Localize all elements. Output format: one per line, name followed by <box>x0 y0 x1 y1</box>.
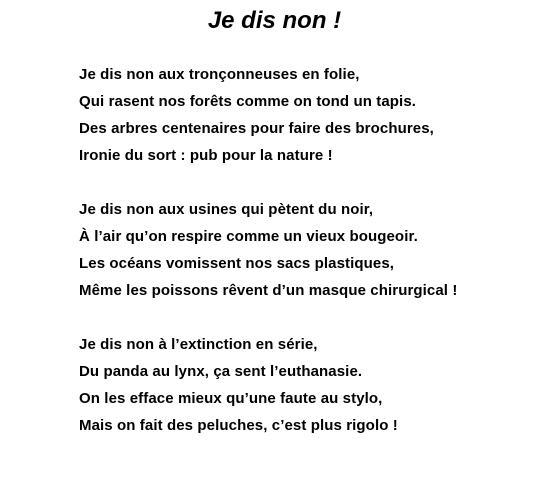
verse-line: À l’air qu’on respire comme un vieux bougeoir. <box>79 228 418 245</box>
verse-line: Je dis non aux tronçonneuses en folie, <box>79 66 360 83</box>
poem-body <box>79 61 544 466</box>
verse-line: Ironie du sort : pub pour la nature ! <box>79 147 333 164</box>
verse-line: Du panda au lynx, ça sent l’euthanasie. <box>79 363 363 380</box>
verse-line: Même les poissons rêvent d’un masque chirurgical ! <box>79 282 458 299</box>
verse-line: On les efface mieux qu’une faute au stylo, <box>79 390 383 407</box>
stanza-3 <box>79 331 544 439</box>
verse-line: Qui rasent nos forêts comme on tond un tapis. <box>79 93 417 110</box>
stanza-1 <box>79 61 544 169</box>
verse-line: Des arbres centenaires pour faire des brochures, <box>79 120 434 137</box>
verse-line: Mais on fait des peluches, c’est plus rigolo ! <box>79 417 398 434</box>
poem-title: Je dis non ! <box>207 7 342 34</box>
verse-line: Je dis non aux usines qui pètent du noir, <box>79 201 374 218</box>
verse-line: Les océans vomissent nos sacs plastiques, <box>79 255 395 272</box>
stanza-2 <box>79 196 544 304</box>
verse-line: Je dis non à l’extinction en série, <box>79 336 318 353</box>
